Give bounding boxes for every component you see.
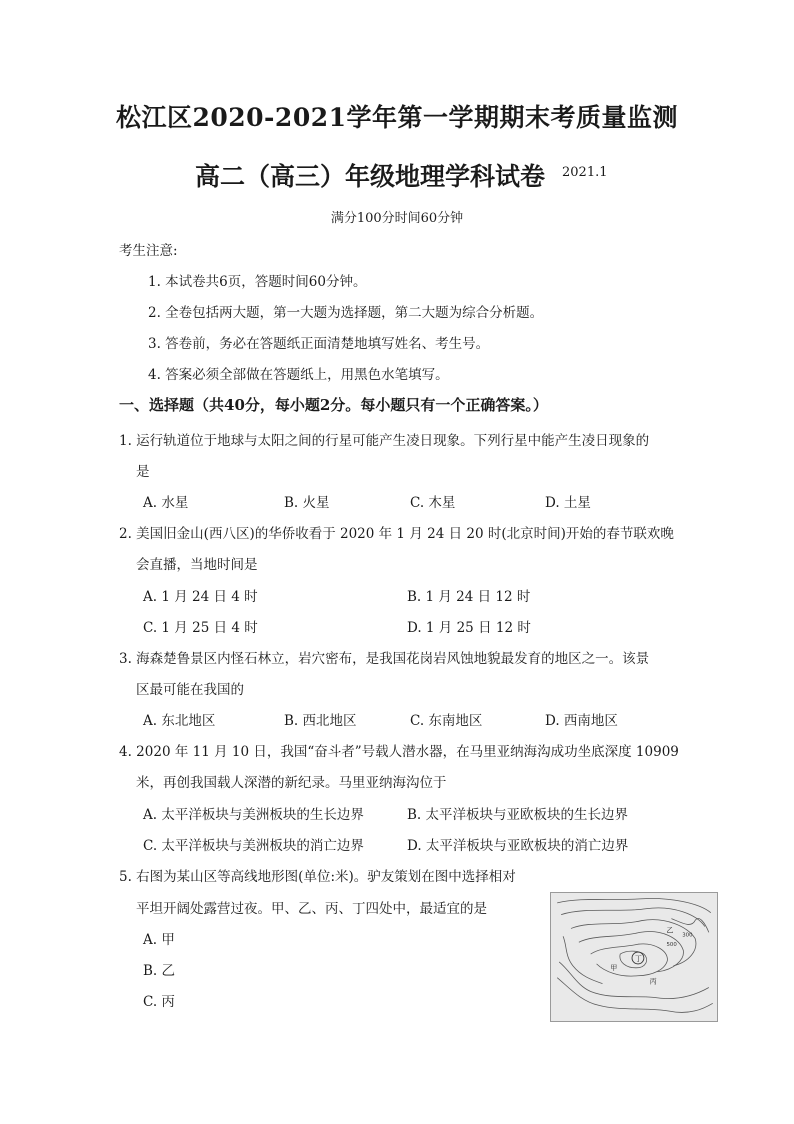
question-2-option-a: A. 1 月 24 日 4 时 — [143, 589, 258, 605]
question-3-option-a: A. 东北地区 — [143, 713, 216, 729]
contour-line — [557, 899, 711, 913]
question-2-option-d: D. 1 月 25 日 12 时 — [407, 620, 531, 636]
question-1-option-b: B. 火星 — [284, 495, 330, 511]
map-label-ding: 丁 — [634, 954, 642, 963]
notice-item: 4. 答案必须全部做在答题纸上，用黑色水笔填写。 — [148, 367, 449, 383]
contour-line — [563, 936, 602, 983]
question-2-option-c: C. 1 月 25 日 4 时 — [143, 620, 258, 636]
question-1-option-d: D. 土星 — [545, 495, 591, 511]
question-5-text: 5. 右图为某山区等高线地形图(单位:米)。驴友策划在图中选择相对 — [119, 869, 516, 885]
question-3-text-cont: 区最可能在我国的 — [136, 682, 244, 698]
question-1-option-c: C. 木星 — [410, 495, 456, 511]
contour-map-figure — [550, 892, 718, 1022]
contour-line — [557, 978, 713, 1013]
question-4-option-c: C. 太平洋板块与美洲板块的消亡边界 — [143, 838, 364, 854]
contour-map — [551, 893, 717, 1021]
contour-line — [620, 951, 647, 968]
question-2-text-cont: 会直播，当地时间是 — [136, 557, 258, 573]
question-5-option-b: B. 乙 — [143, 963, 176, 979]
question-2-text: 2. 美国旧金山(西八区)的华侨收看于 2020 年 1 月 24 日 20 时(北京时间)开始的春节联欢晚 — [119, 526, 674, 542]
contour-value: 500 — [666, 942, 677, 949]
question-1-text-cont: 是 — [136, 464, 150, 480]
contour-line — [571, 920, 696, 966]
question-5-text-cont: 平坦开阔处露营过夜。甲、乙、丙、丁四处中，最适宜的是 — [136, 901, 487, 917]
question-5-option-c: C. 丙 — [143, 994, 175, 1010]
contour-value: 300 — [682, 932, 693, 939]
section-heading: 一、选择题（共40分，每小题2分。每小题只有一个正确答案。） — [119, 396, 548, 414]
notice-item: 3. 答卷前，务必在答题纸正面清楚地填写姓名、考生号。 — [148, 336, 490, 352]
question-4-option-a: A. 太平洋板块与美洲板块的生长边界 — [143, 807, 364, 823]
question-3-option-c: C. 东南地区 — [410, 713, 483, 729]
contour-line — [671, 919, 708, 933]
notice-item: 2. 全卷包括两大题，第一大题为选择题，第二大题为综合分析题。 — [148, 305, 544, 321]
question-5-option-a: A. 甲 — [143, 932, 175, 948]
map-label-yi: 乙 — [666, 926, 674, 935]
notice-item: 1. 本试卷共6页，答题时间60分钟。 — [148, 274, 367, 290]
exam-subtitle-title: 高二（高三）年级地理学科试卷 — [195, 162, 546, 191]
question-1-option-a: A. 水星 — [143, 495, 189, 511]
question-1-text: 1. 运行轨道位于地球与太阳之间的行星可能产生凌日现象。下列行星中能产生凌日现象的 — [119, 433, 650, 449]
question-4-option-d: D. 太平洋板块与亚欧板块的消亡边界 — [407, 838, 629, 854]
question-4-text-cont: 米，再创我国载人深潜的新纪录。马里亚纳海沟位于 — [136, 775, 447, 791]
contour-line — [591, 944, 668, 976]
map-label-bing: 丙 — [649, 977, 657, 986]
question-4-option-b: B. 太平洋板块与亚欧板块的生长边界 — [407, 807, 629, 823]
exam-date: 2021.1 — [562, 165, 608, 180]
question-2-option-b: B. 1 月 24 日 12 时 — [407, 589, 531, 605]
exam-title: 松江区2020-2021学年第一学期期末考质量监测 — [115, 103, 679, 132]
notice-heading: 考生注意: — [119, 243, 178, 259]
map-label-jia: 甲 — [610, 963, 618, 972]
question-3-option-d: D. 西南地区 — [545, 713, 618, 729]
question-3-text: 3. 海森楚鲁景区内怪石林立，岩穴密布，是我国花岗岩风蚀地貌最发育的地区之一。该景 — [119, 651, 650, 667]
exam-score-time: 满分100分时间60分钟 — [330, 211, 464, 226]
question-4-text: 4. 2020 年 11 月 10 日，我国“奋斗者”号载人潜水器，在马里亚纳海沟成功坐底深度 10909 — [119, 744, 679, 760]
question-3-option-b: B. 西北地区 — [284, 713, 357, 729]
